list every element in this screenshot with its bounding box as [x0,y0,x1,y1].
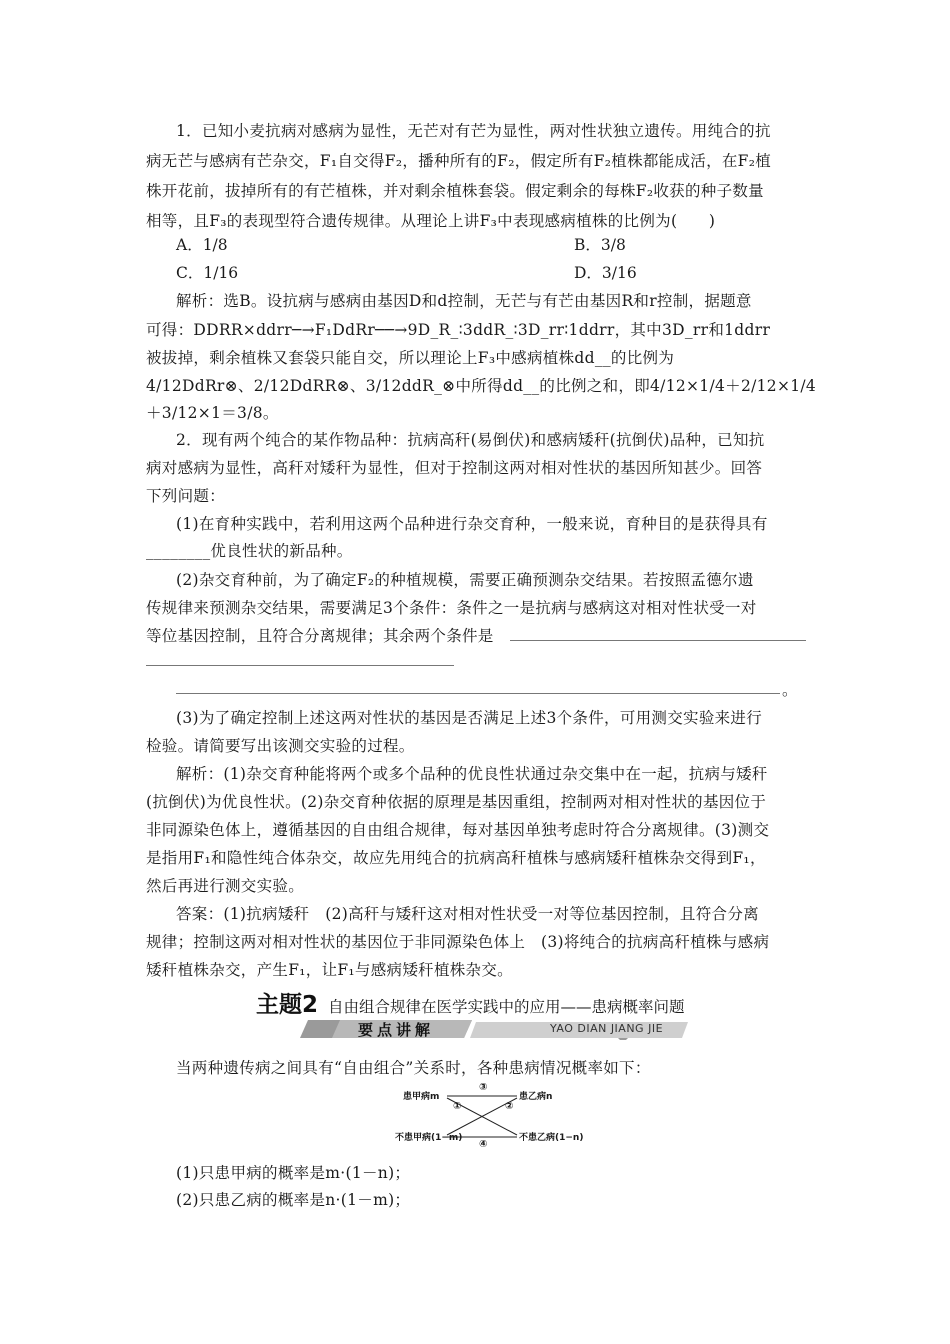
q2-answer-2: 规律；控制这两对相对性状的基因位于非同源染色体上 (3)将纯合的抗病高秆植株与感病 [146,933,770,951]
q2-answer-3: 矮秆植株杂交，产生F₁，让F₁与感病矮秆植株杂交。 [146,961,513,979]
q2-analysis-4: 是指用F₁和隐性纯合体杂交，故应先用纯合的抗病高秆植株与感病矮秆植株杂交得到F₁， [146,849,766,867]
topic-heading [256,986,685,1019]
q2-p2-line-1: (2)杂交育种前，为了确定F₂的种植规模，需要正确预测杂交结果。若按照孟德尔遗 [176,571,754,589]
q1-option-a: A．1/8 [176,236,228,254]
q2-analysis-1: 解析：(1)杂交育种能将两个或多个品种的优良性状通过杂交集中在一起，抗病与矮秆 [176,765,768,783]
q1-line-4: 相等，且F₃的表现型符合遗传规律。从理论上讲F₃中表现感病植株的比例为( ) [146,212,716,230]
q1-analysis-1: 解析：选B。设抗病与感病由基因D和d控制，无芒与有芒由基因R和r控制，据题意 [176,292,752,310]
circled-1: ① [453,1101,462,1112]
blank-period: 。 [782,681,798,699]
answer-blank-2[interactable] [146,665,454,666]
topic-number: 主题2 [256,992,319,1018]
q1-option-b: B．3/8 [574,236,626,254]
q2-p2-line-2: 传规律来预测杂交结果，需要满足3个条件：条件之一是抗病与感病这对相对性状受一对 [146,599,757,617]
q2-analysis-2: (抗倒伏)为优良性状。(2)杂交育种依据的原理是基因重组，控制两对相对性状的基因位于 [146,793,767,811]
q1-line-1: 1．已知小麦抗病对感病为显性，无芒对有芒为显性，两对性状独立遗传。用纯合的抗 [176,122,771,140]
q2-analysis-3: 非同源染色体上，遵循基因的自由组合规律，每对基因单独考虑时符合分离规律。(3)测交 [146,821,770,839]
banner-label: 要点讲解 [358,1021,435,1039]
banner-english: YAO DIAN JIANG JIE [550,1022,664,1035]
q1-analysis-2: 可得：DDRR×ddrr─→F₁DdRr──→9D_R_∶3ddR_∶3D_rr∶1ddrr，其中3D_rr和1ddrr [146,321,771,339]
label-no-disease-b: 不患乙病(1−n) [519,1133,584,1143]
circled-2: ② [505,1101,514,1112]
circled-3: ③ [479,1082,488,1093]
q2-p1-line-1: (1)在育种实践中，若利用这两个品种进行杂交育种，一般来说，育种目的是获得具有 [176,515,768,533]
answer-blank-3[interactable] [176,693,780,694]
key-points-banner [300,1018,688,1040]
q1-line-2: 病无芒与感病有芒杂交，F₁自交得F₂，播种所有的F₂，假定所有F₂植株都能成活，在F₂植 [146,152,772,170]
item-1: (1)只患甲病的概率是m·(1－n)； [176,1164,411,1182]
q1-analysis-3: 被拔掉，剩余植株又套袋只能自交，所以理论上F₃中感病植株dd__的比例为 [146,349,675,367]
item-2: (2)只患乙病的概率是n·(1－m)； [176,1191,411,1209]
q2-p3-line-1: (3)为了确定控制上述这两对性状的基因是否满足上述3个条件，可用测交实验来进行 [176,709,763,727]
q2-p1-line-2: ________优良性状的新品种。 [146,542,353,560]
q2-p3-line-2: 检验。请简要写出该测交实验的过程。 [146,737,415,755]
q1-option-d: D．3/16 [574,264,637,282]
q2-intro-2: 病对感病为显性，高秆对矮秆为显性，但对于控制这两对相对性状的基因所知甚少。回答 [146,459,763,477]
q2-p2-line-3: 等位基因控制，且符合分离规律；其余两个条件是 [146,627,494,645]
q1-analysis-4: 4/12DdRr⊗、2/12DdRR⊗、3/12ddR_⊗中所得dd__的比例之和，即4/12×1/4＋2/12×1/4 [146,377,817,395]
topic-subtitle: 自由组合规律在医学实践中的应用——患病概率问题 [328,998,685,1016]
probability-diagram [395,1082,595,1150]
circled-4: ④ [479,1139,488,1150]
label-no-disease-a: 不患甲病(1−m) [395,1133,463,1143]
q1-line-3: 株开花前，拔掉所有的有芒植株，并对剩余植株套袋。假定剩余的每株F₂收获的种子数量 [146,182,764,200]
q2-answer-1: 答案：(1)抗病矮秆 (2)高秆与矮秆这对相对性状受一对等位基因控制，且符合分离 [176,905,759,923]
q2-analysis-5: 然后再进行测交实验。 [146,877,305,895]
label-has-disease-b: 患乙病n [519,1092,553,1102]
q1-option-c: C．1/16 [176,264,239,282]
label-has-disease-a: 患甲病m [403,1092,440,1102]
q1-analysis-5: ＋3/12×1＝3/8。 [146,404,279,422]
answer-blank-1[interactable] [510,640,806,641]
intro-text: 当两种遗传病之间具有“自由组合”关系时，各种患病情况概率如下： [176,1059,651,1077]
q2-intro-1: 2．现有两个纯合的某作物品种：抗病高秆(易倒伏)和感病矮秆(抗倒伏)品种，已知抗 [176,431,765,449]
q2-intro-3: 下列问题： [146,487,226,505]
